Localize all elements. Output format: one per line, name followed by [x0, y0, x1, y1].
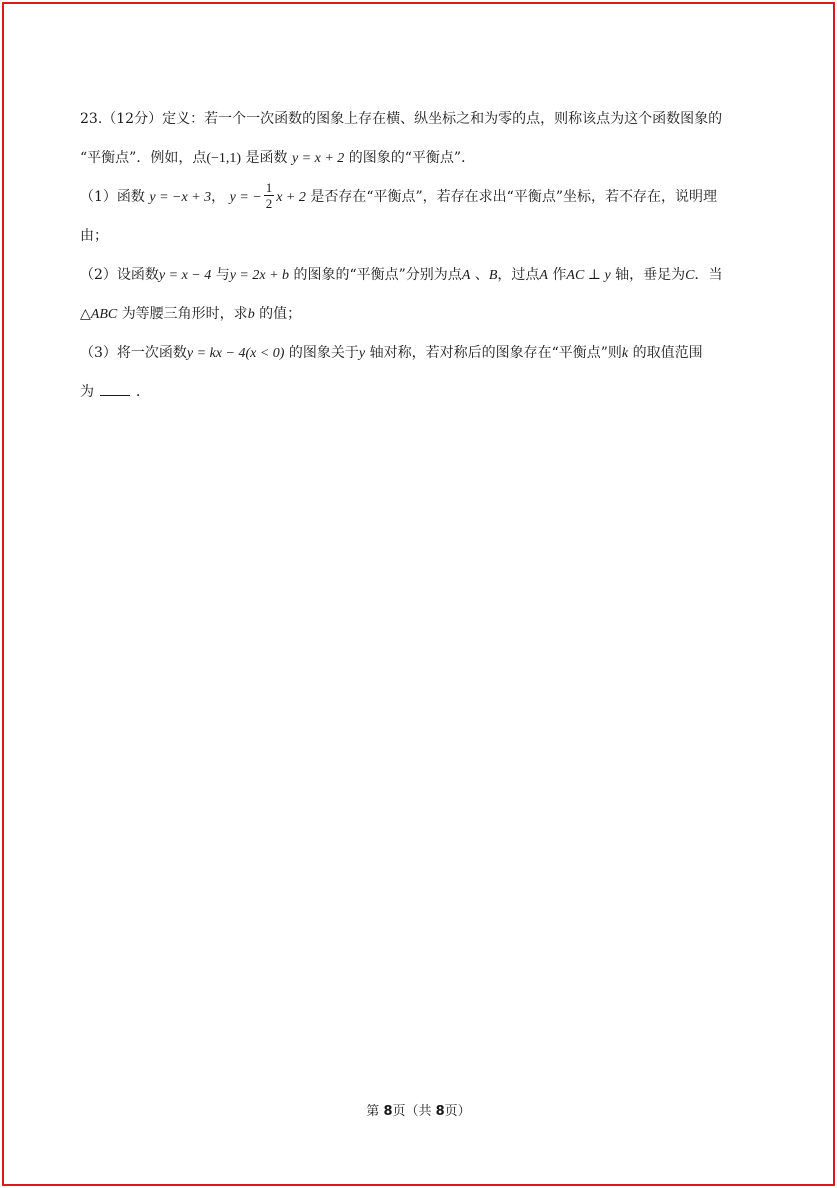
part-1-line-1 — [80, 178, 770, 217]
footer-prefix: 第 — [366, 1104, 384, 1119]
text-segment: 的图象关于 — [288, 345, 359, 361]
triangle-symbol: △ — [80, 307, 91, 322]
question-stem: 23.（12分）定义：若一个一次函数的图象上存在横、纵坐标之和为零的点，则称该点为这个函数图象的 — [80, 111, 723, 127]
part-2-line-2 — [80, 295, 770, 334]
question-23 — [80, 100, 770, 412]
text-segment: ． — [136, 384, 150, 400]
text-segment: 为 — [80, 384, 94, 400]
text-segment: ，过点 — [497, 267, 540, 283]
text-segment: 轴，垂足为 — [615, 267, 686, 283]
text-segment: 的图象的“平衡点”分别为点 — [293, 267, 462, 283]
text-segment: 的图象的“平衡点”． — [348, 150, 476, 166]
math-variable: b — [247, 307, 255, 322]
math-variable: y — [358, 346, 366, 361]
math-point-label: A — [461, 268, 471, 283]
footer-suffix: 页） — [444, 1104, 471, 1119]
text-segment: ．当 — [694, 267, 723, 283]
fraction-numerator: 1 — [265, 179, 273, 195]
question-line-2 — [80, 139, 770, 178]
part-1-line-2 — [80, 217, 770, 256]
part-2-line-1 — [80, 256, 770, 295]
text-segment: 由； — [80, 228, 108, 244]
text-segment: 的值； — [259, 306, 302, 322]
math-function: y = −x + 3 — [149, 190, 212, 205]
math-point-label: A — [539, 268, 548, 283]
text-segment: 是否存在“平衡点”，若存在求出“平衡点”坐标，若不存在，说明理 — [310, 189, 717, 205]
math-triangle-name: ABC — [90, 307, 118, 322]
math-function: y = x − 4 — [158, 268, 212, 283]
text-segment: 、 — [474, 267, 489, 283]
text-segment: “平衡点”．例如，点 — [80, 150, 207, 166]
text-segment: 作 — [552, 267, 567, 283]
question-line-1 — [80, 100, 770, 139]
math-point-label: B — [488, 268, 498, 283]
math-function: y = x + 2 — [291, 151, 345, 166]
answer-blank[interactable] — [100, 377, 130, 396]
text-segment: 是函数 — [245, 150, 288, 166]
part-1-label: （1）函数 — [80, 189, 145, 205]
text-segment: 为等腰三角形时，求 — [121, 306, 248, 322]
math-fraction — [264, 180, 275, 211]
fraction-denominator: 2 — [265, 195, 273, 211]
math-function: y = − — [229, 190, 262, 205]
math-variable: k — [621, 346, 629, 361]
math-function: y = 2x + b — [229, 268, 290, 283]
math-function: x + 2 — [276, 190, 306, 205]
math-point-label: C — [685, 268, 695, 283]
part-2-label: （2）设函数 — [80, 267, 159, 283]
part-3-line-1 — [80, 334, 770, 373]
page-number: 8 — [383, 1104, 393, 1119]
footer-mid: 页（共 — [392, 1104, 436, 1119]
text-segment: 轴对称，若对称后的图象存在“平衡点”则 — [369, 345, 622, 361]
total-pages: 8 — [435, 1104, 445, 1119]
math-expression: AC ⊥ y — [566, 268, 611, 283]
math-function: y = kx − 4(x < 0) — [186, 346, 285, 361]
math-point: (−1,1) — [206, 151, 242, 166]
part-3-line-2 — [80, 373, 770, 412]
part-3-label: （3）将一次函数 — [80, 345, 187, 361]
text-segment: 与 — [215, 267, 230, 283]
text-segment: ， — [211, 189, 226, 205]
text-segment: 的取值范围 — [632, 345, 703, 361]
page-footer — [0, 1100, 837, 1119]
